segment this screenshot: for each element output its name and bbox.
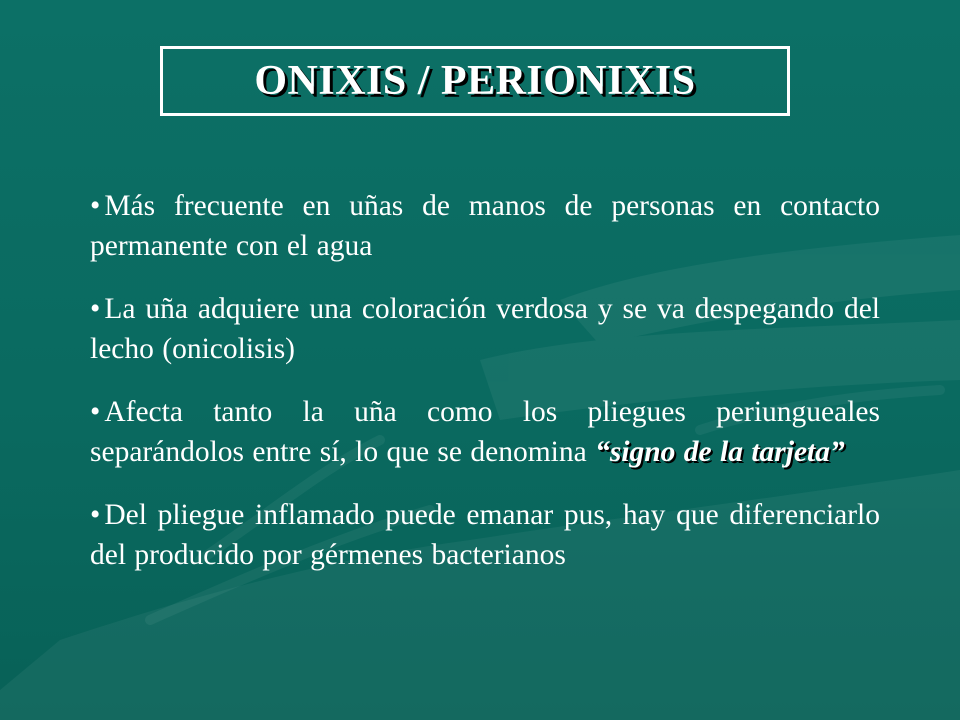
bullet-item	[90, 392, 880, 472]
bullet-marker: •	[90, 499, 101, 531]
bullet-text: Más frecuente en uñas de manos de personas en contacto permanente con el agua	[90, 190, 880, 262]
bullet-marker: •	[90, 293, 101, 325]
emphasized-term: “signo de la tarjeta”	[595, 436, 845, 468]
title-box	[160, 46, 790, 116]
slide-title: ONIXIS / PERIONIXIS	[254, 58, 696, 104]
bullet-marker: •	[90, 190, 101, 222]
bullet-text: Del pliegue inflamado puede emanar pus, hay que diferenciarlo del producido por gérmenes bacterianos	[90, 499, 880, 571]
bullet-text: La uña adquiere una coloración verdosa y se va despegando del lecho (onicolisis)	[90, 293, 880, 365]
bullet-marker: •	[90, 396, 101, 428]
bullet-item	[90, 186, 880, 266]
bullet-item	[90, 495, 880, 575]
bullet-list	[90, 186, 880, 598]
bullet-text: Afecta tanto la uña como los pliegues periungueales separándolos entre sí, lo que se denomina	[90, 396, 880, 468]
bullet-item	[90, 289, 880, 369]
